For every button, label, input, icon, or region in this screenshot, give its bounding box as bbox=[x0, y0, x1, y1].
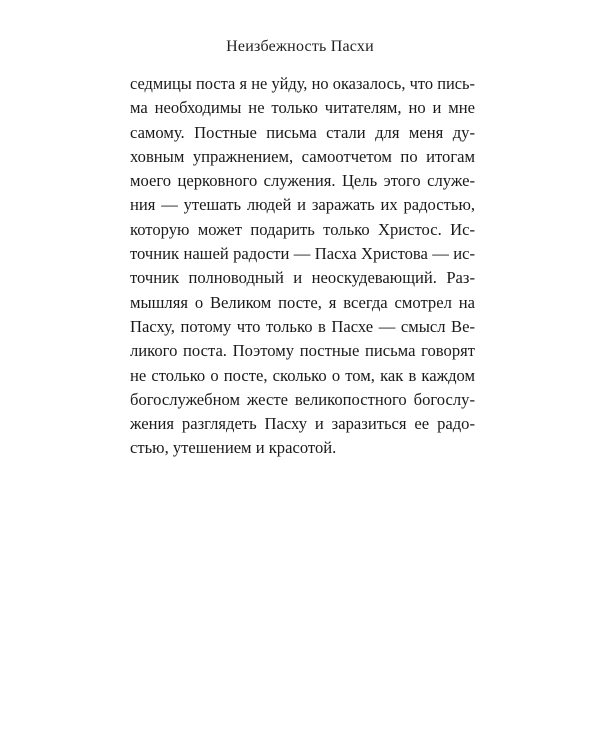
text-line: точник полноводный и неоскудевающий. Раз- bbox=[130, 268, 475, 288]
text-line: жения разглядеть Пасху и заразиться ее радо- bbox=[130, 414, 475, 434]
text-line-last: стью, утешением и красотой. bbox=[130, 438, 337, 458]
running-head: Неизбежность Пасхи bbox=[226, 38, 374, 55]
text-line: богослужебном жесте великопостного богослу- bbox=[130, 389, 475, 409]
body-text bbox=[130, 72, 475, 461]
text-line: седмицы поста я не уйду, но оказалось, что пись- bbox=[130, 74, 475, 93]
text-line: самому. Постные письма стали для меня ду- bbox=[130, 122, 475, 142]
text-line: моего церковного служения. Цель этого служе- bbox=[130, 171, 475, 191]
text-line: ховным упражнением, самоотчетом по итогам bbox=[130, 146, 475, 166]
text-line: точник нашей радости — Пасха Христова — ис- bbox=[130, 244, 475, 264]
text-line: не столько о посте, сколько о том, как в каждом bbox=[130, 365, 475, 385]
text-line: ма необходимы не только читателям, но и мне bbox=[130, 98, 475, 118]
text-line: мышляя о Великом посте, я всегда смотрел на bbox=[130, 292, 475, 312]
text-line: ния — утешать людей и заражать их радостью, bbox=[130, 195, 475, 215]
text-line: Пасху, потому что только в Пасхе — смысл Ве- bbox=[130, 316, 475, 336]
text-line: которую может подарить только Христос. Ис- bbox=[130, 219, 475, 239]
text-line: ликого поста. Поэтому постные письма говорят bbox=[130, 341, 475, 361]
